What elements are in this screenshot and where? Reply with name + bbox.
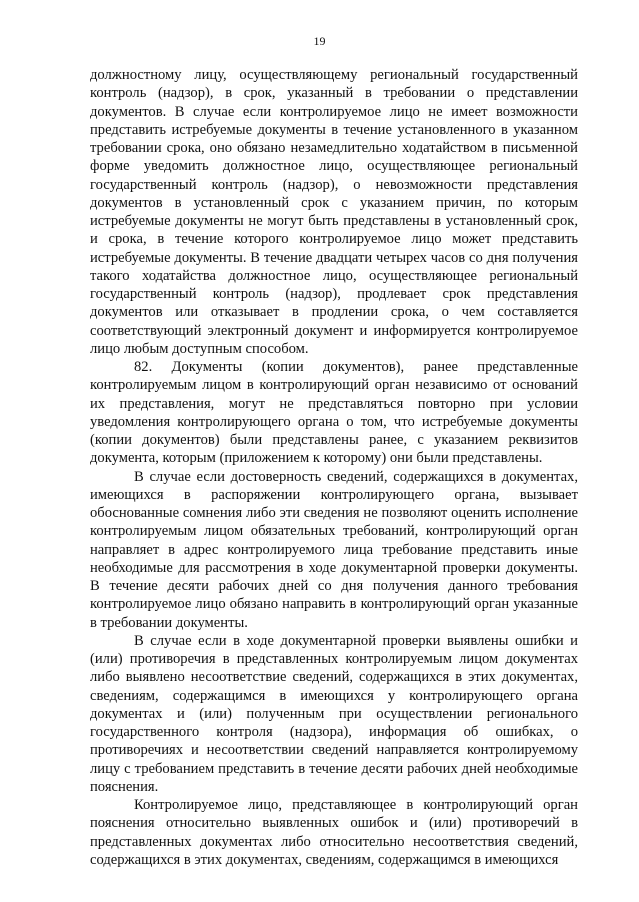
document-body bbox=[90, 66, 578, 869]
paragraph: В случае если в ходе документарной проверки выявлены ошибки и (или) противоречия в представленных контролируемым лицом документах либо выявлено несоответствие сведений, содержащихся в этих документах, сведениям, содержащимся в имеющихся у контролирующего органа документах и (или) полученным при осуществлении регионального государственного контроля (надзора), информация об ошибках, о противоречиях и несоответствии сведений направляется контролируемому лицу с требованием представить в течение десяти рабочих дней необходимые пояснения. bbox=[90, 632, 578, 795]
paragraph: 82. Документы (копии документов), ранее представленные контролируемым лицом в контролирующий орган независимо от оснований их представления, могут не представляться повторно при условии уведомления контролирующего органа о том, что истребуемые документы (копии документов) были представлены ранее, с указанием реквизитов документа, которым (приложением к которому) они были представлены. bbox=[90, 359, 578, 467]
paragraph: В случае если достоверность сведений, содержащихся в документах, имеющихся в распоряжении контролирующего органа, вызывает обоснованные сомнения либо эти сведения не позволяют оценить исполнение контролируемым лицом обязательных требований, контролирующий орган направляет в адрес контролируемого лица требование представить иные необходимые для рассмотрения в ходе документарной проверки документы. В течение десяти рабочих дней со дня получения данного требования контролируемое лицо обязано направить в контролирующий орган указанные в требовании документы. bbox=[90, 468, 578, 631]
paragraph: должностному лицу, осуществляющему региональный государственный контроль (надзор), в срок, указанный в требовании о представлении документов. В случае если контролируемое лицо не имеет возможности представить истребуемые документы в течение установленного в указанном требовании срока, оно обязано незамедлительно ходатайством в письменной форме уведомить должностное лицо, осуществляющее региональный государственный контроль (надзор), о невозможности представления документов в установленный срок с указанием причин, по которым истребуемые документы не могут быть представлены в установленный срок, и срока, в течение которого контролируемое лицо может представить истребуемые документы. В течение двадцати четырех часов со дня получения такого ходатайства должностное лицо, осуществляющее региональный государственный контроль (надзор), продлевает срок представления документов или отказывает в продлении срока, о чем составляется соответствующий электронный документ и информируется контролируемое лицо любым доступным способом. bbox=[90, 67, 578, 357]
page-number: 19 bbox=[313, 34, 326, 48]
paragraph: Контролируемое лицо, представляющее в контролирующий орган пояснения относительно выявленных ошибок и (или) противоречий в представленных документах либо относительно несоответствия сведений, содержащихся в этих документах, сведениям, содержащимся в имеющихся bbox=[90, 797, 578, 868]
